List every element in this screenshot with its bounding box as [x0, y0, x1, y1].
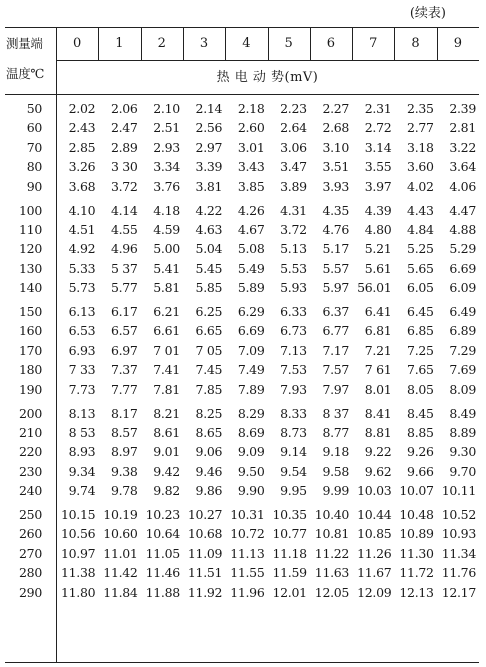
temperature-cell: 70	[26, 139, 42, 155]
emf-value-cell: 5.61	[364, 260, 392, 276]
emf-value-cell: 11.30	[399, 545, 434, 561]
emf-value-cell: 2.14	[195, 101, 223, 116]
emf-value-cell: 9.22	[364, 444, 392, 460]
emf-value-cell: 12.09	[357, 584, 392, 600]
emf-value-cell: 7.93	[280, 381, 307, 397]
emf-value-cell: 8.09	[449, 381, 476, 397]
emf-value-cell: 9.46	[195, 463, 223, 479]
emf-value-cell: 2.06	[110, 101, 138, 116]
emf-value-cell: 11.13	[230, 545, 265, 561]
emf-value-cell: 2.56	[195, 120, 223, 136]
emf-value-cell: 7.29	[449, 342, 476, 358]
emf-value-cell: 8.69	[237, 424, 265, 440]
emf-value-cell: 2.81	[449, 120, 476, 136]
emf-value-cell: 6.05	[407, 280, 434, 296]
emf-value-cell: 11.55	[230, 565, 265, 581]
emf-value-cell: 2.02	[68, 101, 96, 116]
emf-value-cell: 5.21	[364, 241, 392, 257]
emf-value-cell: 2.64	[280, 120, 307, 136]
emf-value-cell: 2.23	[280, 101, 307, 116]
emf-value-cell: 5.81	[153, 280, 180, 296]
emf-value-cell: 11.01	[103, 545, 138, 561]
emf-value-cell: 5.53	[280, 260, 307, 276]
emf-value-cell: 6.57	[110, 323, 138, 339]
emf-value-cell: 6.49	[449, 304, 476, 319]
emf-value-cell: 4.14	[110, 202, 138, 218]
emf-value-cell: 3.06	[280, 139, 307, 155]
emf-value-cell: 4.26	[237, 202, 265, 218]
temperature-cell: 140	[19, 280, 42, 296]
emf-value-cell: 7.09	[237, 342, 265, 358]
emf-value-cell: 3.72	[110, 178, 138, 194]
temperature-cell: 190	[19, 381, 42, 397]
emf-header: 热 电 动 势(mV)	[216, 70, 319, 85]
emf-value-cell: 2.68	[322, 120, 350, 136]
emf-value-cell: 3.72	[280, 221, 307, 237]
emf-value-cell: 7 33	[68, 362, 96, 378]
emf-value-cell: 8.49	[449, 405, 476, 421]
emf-value-cell: 3.85	[237, 178, 265, 194]
emf-value-cell: 8.77	[322, 424, 350, 440]
emf-value-cell: 11.42	[103, 565, 138, 581]
emf-value-cell: 10.64	[145, 526, 180, 542]
emf-value-cell: 11.22	[314, 545, 350, 561]
emf-value-cell: 8 37	[322, 405, 350, 421]
emf-value-cell: 4.02	[407, 178, 434, 194]
emf-value-cell: 12.01	[272, 584, 307, 600]
emf-value-cell: 2.97	[195, 139, 223, 155]
emf-value-cell: 7.13	[280, 342, 307, 358]
emf-value-cell: 9.01	[153, 444, 180, 460]
temperature-cell: 50	[26, 101, 42, 116]
emf-value-cell: 11.80	[61, 584, 96, 600]
emf-value-cell: 3 30	[110, 159, 138, 175]
emf-value-cell: 4.22	[195, 202, 223, 218]
temperature-cell: 60	[26, 120, 42, 136]
emf-value-cell: 7.45	[195, 362, 223, 378]
emf-value-cell: 6.09	[449, 280, 476, 296]
emf-value-cell: 12.05	[314, 584, 350, 600]
emf-value-cell: 3.10	[322, 139, 350, 155]
emf-value-cell: 9.66	[407, 463, 434, 479]
emf-value-cell: 5.25	[407, 241, 434, 257]
emf-value-cell: 6.45	[407, 304, 434, 319]
emf-value-cell: 8.13	[68, 405, 96, 421]
emf-value-cell: 8.17	[110, 405, 138, 421]
emf-value-cell: 4.80	[364, 221, 392, 237]
temperature-cell: 180	[19, 362, 42, 378]
emf-value-cell: 9.90	[237, 483, 265, 499]
emf-value-cell: 7.21	[364, 342, 392, 358]
emf-value-cell: 4.55	[110, 221, 138, 237]
emf-value-cell: 7.49	[237, 362, 265, 378]
emf-value-cell: 5.13	[280, 241, 307, 257]
emf-value-cell: 11.76	[441, 565, 476, 581]
emf-value-cell: 11.38	[61, 565, 96, 581]
emf-value-cell: 5.17	[322, 241, 350, 257]
emf-value-cell: 2.43	[68, 120, 96, 136]
emf-value-cell: 7.41	[153, 362, 180, 378]
emf-value-cell: 9.38	[110, 463, 138, 479]
emf-value-cell: 8.33	[280, 405, 307, 421]
emf-value-cell: 9.42	[153, 463, 180, 479]
emf-value-cell: 11.72	[399, 565, 434, 581]
emf-value-cell: 8.05	[407, 381, 434, 397]
emf-value-cell: 10.40	[314, 507, 350, 522]
emf-value-cell: 3.89	[280, 178, 307, 194]
emf-value-cell: 7.57	[322, 362, 350, 378]
emf-value-cell: 6.25	[195, 304, 223, 319]
emf-value-cell: 6.21	[153, 304, 180, 319]
temperature-cell: 250	[19, 507, 42, 522]
temperature-cell: 160	[19, 323, 42, 339]
temperature-header	[5, 28, 56, 94]
emf-value-cell: 6.81	[364, 323, 392, 339]
emf-value-cell: 5.49	[237, 260, 265, 276]
emf-value-cell: 5.45	[195, 260, 223, 276]
emf-value-cell: 4.84	[407, 221, 434, 237]
emf-value-cell: 4.39	[364, 202, 392, 218]
emf-value-cell: 7.69	[449, 362, 476, 378]
emf-value-cell: 11.18	[272, 545, 307, 561]
emf-value-cell: 3.93	[322, 178, 350, 194]
emf-value-cell: 3.14	[364, 139, 392, 155]
emf-value-cell: 3.60	[407, 159, 434, 175]
emf-value-cell: 5.65	[407, 260, 434, 276]
temperature-cell: 220	[19, 444, 42, 460]
emf-value-cell: 9.54	[280, 463, 307, 479]
emf-value-cell: 2.60	[237, 120, 265, 136]
emf-value-cell: 11.92	[187, 584, 223, 600]
emf-value-cell: 9.74	[68, 483, 96, 499]
emf-value-cell: 3.76	[153, 178, 180, 194]
emf-value-cell: 3.01	[237, 139, 265, 155]
emf-value-cell: 10.35	[272, 507, 307, 522]
emf-value-cell: 11.26	[357, 545, 392, 561]
emf-value-cell: 7.73	[68, 381, 96, 397]
emf-value-cell: 3.97	[364, 178, 392, 194]
emf-value-cell: 3.64	[449, 159, 476, 175]
emf-value-cell: 11.05	[145, 545, 180, 561]
emf-value-cell: 6.89	[449, 323, 476, 339]
emf-value-cell: 5.08	[237, 241, 265, 257]
emf-value-cell: 10.44	[357, 507, 392, 522]
emf-value-cell: 8.85	[407, 424, 434, 440]
emf-value-cell: 10.15	[61, 507, 96, 522]
emf-value-cell: 6.37	[322, 304, 350, 319]
emf-value-cell: 6.61	[153, 323, 180, 339]
emf-value-cell: 8.57	[110, 424, 138, 440]
column-header: 4	[242, 36, 251, 51]
emf-value-cell: 2.27	[322, 101, 350, 116]
emf-value-cell: 10.27	[187, 507, 223, 522]
emf-value-cell: 9.26	[407, 444, 434, 460]
emf-value-cell: 10.89	[399, 526, 434, 542]
column-header: 9	[453, 36, 462, 51]
emf-value-cell: 4.59	[153, 221, 180, 237]
emf-value-cell: 4.43	[407, 202, 434, 218]
emf-value-cell: 8.81	[364, 424, 392, 440]
emf-value-cell: 10.72	[230, 526, 265, 542]
emf-value-cell: 4.10	[68, 202, 96, 218]
emf-value-cell: 2.85	[68, 139, 96, 155]
emf-value-cell: 4.92	[68, 241, 96, 257]
emf-value-cell: 10.07	[399, 483, 434, 499]
emf-value-cell: 5.41	[153, 260, 180, 276]
emf-value-cell: 8.89	[449, 424, 476, 440]
emf-value-cell: 7.77	[110, 381, 138, 397]
emf-value-cell: 2.72	[364, 120, 392, 136]
table-caption: (续表)	[409, 6, 446, 21]
emf-value-cell: 10.81	[314, 526, 350, 542]
emf-value-cell: 6.41	[364, 304, 392, 319]
emf-value-cell: 3.47	[280, 159, 307, 175]
emf-value-cell: 7.81	[153, 381, 180, 397]
emf-value-cell: 10.56	[61, 526, 96, 542]
emf-value-cell: 2.89	[110, 139, 138, 155]
emf-value-cell: 6.69	[237, 323, 265, 339]
emf-value-cell: 8.29	[237, 405, 265, 421]
emf-value-cell: 3.26	[68, 159, 96, 175]
emf-value-cell: 11.59	[272, 565, 307, 581]
emf-value-cell: 10.19	[103, 507, 138, 522]
emf-value-cell: 6.93	[68, 342, 96, 358]
emf-value-cell: 6.29	[237, 304, 265, 319]
emf-value-cell: 6.17	[110, 304, 138, 319]
column-header: 1	[115, 36, 124, 51]
emf-value-cell: 8.65	[195, 424, 223, 440]
emf-value-cell: 6.77	[322, 323, 350, 339]
emf-value-cell: 9.70	[449, 463, 476, 479]
temperature-header-line2: 温度℃	[6, 66, 45, 81]
emf-value-cell: 12.13	[399, 584, 434, 600]
emf-value-cell: 10.68	[187, 526, 223, 542]
emf-value-cell: 7.17	[322, 342, 350, 358]
emf-value-cell: 8.73	[280, 424, 307, 440]
emf-value-cell: 4.96	[110, 241, 138, 257]
temperature-cell: 260	[19, 526, 42, 542]
emf-value-cell: 9.78	[110, 483, 138, 499]
emf-value-cell: 9.06	[195, 444, 223, 460]
emf-value-cell: 3.55	[364, 159, 392, 175]
temperature-cell: 200	[19, 405, 42, 421]
temperature-cell: 120	[19, 241, 42, 257]
emf-value-cell: 9.09	[237, 444, 265, 460]
emf-value-cell: 10.48	[399, 507, 434, 522]
temperature-cell: 150	[19, 304, 42, 319]
emf-value-cell: 6.53	[68, 323, 96, 339]
emf-value-cell: 9.82	[153, 483, 180, 499]
emf-value-cell: 3.22	[449, 139, 476, 155]
emf-value-cell: 8.21	[153, 405, 180, 421]
emf-value-cell: 11.09	[187, 545, 223, 561]
emf-value-cell: 10.93	[441, 526, 476, 542]
emf-value-cell: 2.47	[110, 120, 138, 136]
emf-value-cell: 11.84	[103, 584, 138, 600]
emf-value-cell: 11.63	[314, 565, 350, 581]
emf-value-cell: 5.29	[449, 241, 476, 257]
column-header: 7	[369, 36, 378, 51]
temperature-cell: 270	[19, 545, 42, 561]
emf-value-cell: 7 05	[195, 342, 223, 358]
column-header: 5	[284, 36, 293, 51]
emf-value-cell: 8.93	[68, 444, 96, 460]
emf-value-cell: 3.68	[68, 178, 96, 194]
emf-value-cell: 11.88	[145, 584, 180, 600]
temperature-cell: 210	[19, 424, 42, 440]
emf-value-cell: 4.06	[449, 178, 476, 194]
emf-value-cell: 5.85	[195, 280, 223, 296]
emf-value-cell: 7.37	[110, 362, 138, 378]
emf-value-cell: 9.14	[280, 444, 307, 460]
emf-value-cell: 7.25	[407, 342, 434, 358]
emf-value-cell: 9.99	[322, 483, 350, 499]
emf-value-cell: 8 53	[68, 424, 96, 440]
emf-value-cell: 9.86	[195, 483, 223, 499]
emf-value-cell: 6.69	[449, 260, 476, 276]
emf-value-cell: 7.89	[237, 381, 265, 397]
emf-value-cell: 3.81	[195, 178, 223, 194]
emf-value-cell: 9.62	[364, 463, 392, 479]
emf-value-cell: 10.11	[441, 483, 476, 499]
emf-value-cell: 9.18	[322, 444, 350, 460]
emf-value-cell: 10.85	[357, 526, 392, 542]
column-header: 8	[411, 36, 420, 51]
emf-value-cell: 9.34	[68, 463, 96, 479]
emf-value-cell: 10.77	[272, 526, 307, 542]
emf-value-cell: 8.61	[153, 424, 180, 440]
emf-value-cell: 10.60	[103, 526, 138, 542]
emf-value-cell: 2.18	[237, 101, 265, 116]
emf-value-cell: 5.57	[322, 260, 350, 276]
emf-value-cell: 5.00	[153, 241, 180, 257]
emf-value-cell: 6.97	[110, 342, 138, 358]
emf-value-cell: 10.97	[61, 545, 96, 561]
emf-value-cell: 3.43	[237, 159, 265, 175]
emf-value-cell: 10.52	[441, 507, 476, 522]
emf-value-cell: 4.63	[195, 221, 223, 237]
temperature-cell: 110	[19, 221, 42, 237]
emf-value-cell: 5.89	[237, 280, 265, 296]
column-header: 3	[199, 36, 209, 51]
emf-value-cell: 3.34	[153, 159, 180, 175]
column-header: 2	[157, 36, 166, 51]
emf-value-cell: 10.23	[145, 507, 180, 522]
emf-value-cell: 9.30	[449, 444, 476, 460]
emf-value-cell: 4.31	[280, 202, 307, 218]
temperature-cell: 280	[19, 565, 42, 581]
emf-value-cell: 12.17	[441, 584, 476, 600]
column-header: 0	[73, 36, 82, 51]
temperature-cell: 130	[19, 260, 42, 276]
emf-value-cell: 4.35	[322, 202, 350, 218]
emf-value-cell: 2.10	[153, 101, 180, 116]
emf-value-cell: 7.85	[195, 381, 223, 397]
emf-value-cell: 4.18	[153, 202, 180, 218]
emf-value-cell: 3.51	[322, 159, 350, 175]
emf-value-cell: 2.31	[364, 101, 392, 116]
emf-value-cell: 7 01	[153, 342, 180, 358]
emf-value-cell: 2.51	[153, 120, 180, 136]
emf-value-cell: 5.93	[280, 280, 307, 296]
emf-value-cell: 5 37	[110, 260, 138, 276]
emf-value-cell: 6.65	[195, 323, 223, 339]
emf-value-cell: 2.77	[407, 120, 434, 136]
emf-value-cell: 11.96	[230, 584, 265, 600]
emf-value-cell: 9.58	[322, 463, 350, 479]
temperature-cell: 290	[19, 584, 42, 600]
emf-value-cell: 6.13	[68, 304, 96, 319]
temperature-cell: 90	[26, 178, 42, 194]
temperature-cell: 80	[26, 159, 42, 175]
emf-value-cell: 9.50	[237, 463, 265, 479]
emf-value-cell: 8.41	[364, 405, 392, 421]
emf-value-cell: 6.85	[407, 323, 434, 339]
emf-value-cell: 5.04	[195, 241, 223, 257]
emf-value-cell: 3.18	[407, 139, 434, 155]
emf-value-cell: 5.77	[110, 280, 138, 296]
emf-value-cell: 8.97	[110, 444, 138, 460]
emf-value-cell: 11.51	[187, 565, 223, 581]
emf-value-cell: 3.39	[195, 159, 223, 175]
emf-table	[5, 27, 479, 663]
emf-value-cell: 8.01	[364, 381, 392, 397]
emf-value-cell: 10.03	[357, 483, 392, 499]
emf-value-cell: 10.31	[230, 507, 265, 522]
emf-value-cell: 7.65	[407, 362, 434, 378]
emf-value-cell: 56.01	[357, 280, 392, 296]
emf-value-cell: 4.51	[68, 221, 96, 237]
emf-value-cell: 7.53	[280, 362, 307, 378]
header-bottom-rule	[5, 94, 479, 95]
temperature-cell: 230	[19, 463, 42, 479]
emf-value-cell: 11.67	[357, 565, 392, 581]
temperature-cell: 170	[19, 342, 42, 358]
emf-value-cell: 2.39	[449, 101, 476, 116]
emf-value-cell: 8.25	[195, 405, 223, 421]
emf-value-cell: 6.73	[280, 323, 307, 339]
emf-value-cell: 8.45	[407, 405, 434, 421]
emf-value-cell: 4.67	[237, 221, 265, 237]
emf-value-cell: 5.73	[68, 280, 96, 296]
emf-value-cell: 11.46	[145, 565, 180, 581]
emf-value-cell: 7.97	[322, 381, 350, 397]
emf-value-cell: 2.93	[153, 139, 180, 155]
emf-value-cell: 6.33	[280, 304, 307, 319]
emf-value-cell: 2.35	[407, 101, 434, 116]
emf-value-cell: 9.95	[280, 483, 307, 499]
emf-value-cell: 4.76	[322, 221, 350, 237]
temperature-header-line1: 测量端	[6, 36, 43, 51]
emf-value-cell: 5.33	[68, 260, 96, 276]
emf-value-cell: 5.97	[322, 280, 350, 296]
temperature-cell: 240	[19, 483, 42, 499]
emf-value-cell: 4.88	[449, 221, 476, 237]
column-header: 6	[326, 36, 336, 51]
emf-value-cell: 11.34	[441, 545, 476, 561]
emf-value-cell: 4.47	[449, 202, 476, 218]
emf-value-cell: 7 61	[364, 362, 392, 378]
temperature-cell: 100	[19, 202, 42, 218]
